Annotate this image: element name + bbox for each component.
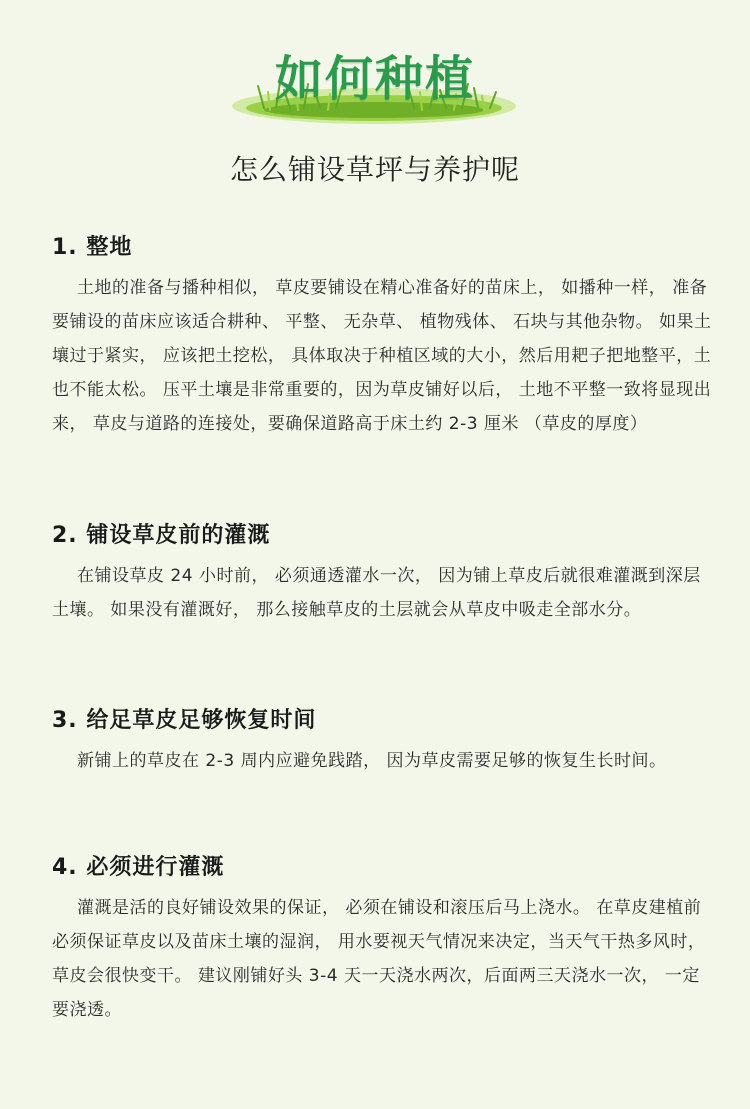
- section-heading: 3. 给足草皮足够恢复时间: [52, 708, 317, 733]
- section-heading: 4. 必须进行灌溉: [52, 855, 225, 880]
- section-recovery-time: [52, 703, 712, 778]
- section-irrigation: [52, 850, 712, 1027]
- section-body: 土地的准备与播种相似， 草皮要铺设在精心准备好的苗床上， 如播种一样， 准备要铺设的苗床应该适合耕种、 平整、 无杂草、 植物残体、 石块与其他杂物。 如果土壤过于紧实， 应该把土挖松， 具体取决于种植区域的大小，然后用耙子把地整平，土也不能太松。 压平土壤是非常重要的，因为草皮铺好以后， 土地不平整一致将显现出来， 草皮与道路的连接处，要确保道路高于床土约 2-3 厘米 （草皮的厚度）: [52, 278, 712, 434]
- page-subtitle: 怎么铺设草坪与养护呢: [229, 153, 520, 186]
- section-site-preparation: [52, 230, 712, 441]
- section-body: 新铺上的草皮在 2-3 周内应避免践踏， 因为草皮需要足够的恢复生长时间。: [77, 751, 667, 771]
- section-body: 在铺设草皮 24 小时前， 必须通透灌水一次， 因为铺上草皮后就很难灌溉到深层土壤。 如果没有灌溉好， 那么接触草皮的土层就会从草皮中吸走全部水分。: [52, 566, 701, 620]
- section-pre-irrigation: [52, 518, 712, 627]
- section-body: 灌溉是活的良好铺设效果的保证， 必须在铺设和滚压后马上浇水。 在草皮建植前必须保证草皮以及苗床土壤的湿润， 用水要视天气情况来决定，当天气干热多风时，草皮会很快变干。 建议刚铺好头 3-4 天一天浇水两次，后面两三天浇水一次， 一定要浇透。: [52, 898, 706, 1020]
- section-heading: 1. 整地: [52, 235, 133, 260]
- page-title: 如何种植: [274, 51, 475, 107]
- section-heading: 2. 铺设草皮前的灌溉: [52, 523, 271, 548]
- title-banner: [0, 28, 750, 128]
